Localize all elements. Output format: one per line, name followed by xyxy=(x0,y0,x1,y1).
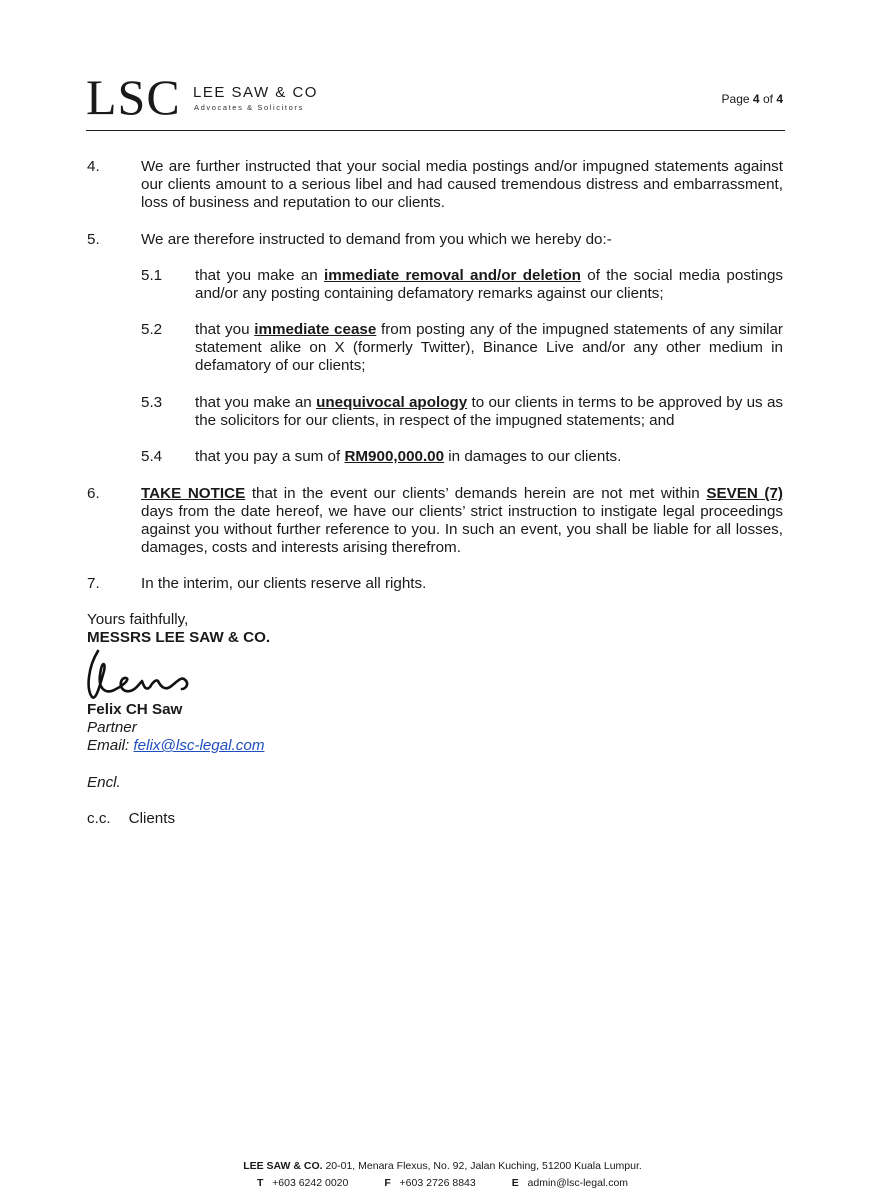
footer-phone: +603 6242 0020 xyxy=(272,1177,349,1189)
signature-image xyxy=(86,645,196,703)
paragraph-5 xyxy=(87,231,783,249)
paragraph-4 xyxy=(87,158,783,212)
clause-5-1 xyxy=(141,267,783,303)
paragraph-number: 4. xyxy=(87,158,100,175)
clause-text xyxy=(195,394,783,430)
footer-firm: LEE SAW & CO. xyxy=(243,1160,323,1172)
footer-contacts xyxy=(0,1177,885,1190)
footer-fax-label: F xyxy=(384,1177,391,1189)
clause-text-part: of the social media postings and/or any posting containing defamatory remarks against our clients; xyxy=(195,267,783,302)
page-of: of xyxy=(762,92,773,106)
paragraph-text-part: that in the event our clients’ demands herein are not met within xyxy=(245,485,707,502)
signer-name: Felix CH Saw xyxy=(87,701,183,718)
firm-logo: LSC xyxy=(86,69,181,125)
cc-value: Clients xyxy=(128,810,176,827)
footer-fax: +603 2726 8843 xyxy=(399,1177,476,1189)
paragraph-text: In the interim, our clients reserve all rights. xyxy=(141,575,427,592)
clause-text-part: to our clients in terms to be approved by us as the solicitors for our clients, in respect of the impugned statements; and xyxy=(195,394,783,429)
take-notice-emphasis: TAKE NOTICE xyxy=(141,485,246,502)
footer-address-text: 20-01, Menara Flexus, No. 92, Jalan Kuching, 51200 Kuala Lumpur. xyxy=(322,1160,642,1172)
paragraph-6 xyxy=(87,485,783,557)
clause-text-part: in damages to our clients. xyxy=(444,448,622,465)
clause-emphasis: unequivocal apology xyxy=(316,394,468,411)
enclosure-note: Encl. xyxy=(87,774,121,791)
clause-text xyxy=(195,267,783,303)
header-divider xyxy=(86,130,785,131)
clause-5-3 xyxy=(141,394,783,430)
clause-text-part: that you xyxy=(195,321,255,338)
closing-salutation: Yours faithfully, xyxy=(87,611,189,628)
paragraph-7 xyxy=(87,575,783,593)
cc-line xyxy=(87,810,175,828)
footer-address xyxy=(0,1160,885,1173)
page-current: 4 xyxy=(752,92,760,106)
firm-name: LEE SAW & CO xyxy=(193,84,318,101)
footer-email-label: E xyxy=(511,1177,519,1189)
clause-text xyxy=(195,448,783,466)
clause-emphasis: immediate cease xyxy=(254,321,377,338)
clause-text-part: that you make an xyxy=(195,394,317,411)
email-label: Email: xyxy=(87,737,134,754)
clause-number: 5.4 xyxy=(141,448,163,465)
clause-5-2 xyxy=(141,321,783,375)
page-total: 4 xyxy=(776,92,783,106)
firm-subtitle: Advocates & Solicitors xyxy=(194,103,304,112)
paragraph-number: 5. xyxy=(87,231,100,248)
paragraph-text: We are therefore instructed to demand from you which we hereby do:- xyxy=(141,231,612,248)
paragraph-number: 6. xyxy=(87,485,100,502)
footer-phone-label: T xyxy=(256,1177,264,1189)
clause-emphasis: immediate removal and/or deletion xyxy=(324,267,581,284)
email-link[interactable]: felix@lsc-legal.com xyxy=(133,737,265,754)
clause-emphasis: RM900,000.00 xyxy=(344,448,445,465)
cc-label: c.c. xyxy=(87,810,111,827)
closing-firm: MESSRS LEE SAW & CO. xyxy=(87,629,271,646)
deadline-emphasis: SEVEN (7) xyxy=(706,485,783,502)
page-prefix: Page xyxy=(721,92,750,106)
clause-5-4 xyxy=(141,448,783,466)
clause-text-part: that you make an xyxy=(195,267,325,284)
page-indicator xyxy=(722,93,783,105)
signer-email-line xyxy=(87,737,264,755)
paragraph-text-part: days from the date hereof, we have our clients’ strict instruction to instigate legal proceedings against you without further reference to you. In such an event, you shall be liable for all losses, damages, costs and interests arising therefrom. xyxy=(141,503,783,556)
clause-text-part: from posting any of the impugned statements of any similar statement alike on X (formerly Twitter), Binance Live and/or any other medium in defamatory of our clients; xyxy=(195,321,783,374)
clause-number: 5.2 xyxy=(141,321,163,338)
clause-text-part: that you pay a sum of xyxy=(195,448,345,465)
paragraph-text: We are further instructed that your social media postings and/or impugned statements against our clients amount to a serious libel and had caused tremendous distress and embarrassment, loss of business and reputation to our clients. xyxy=(141,158,783,211)
signer-title: Partner xyxy=(87,719,137,736)
clause-number: 5.3 xyxy=(141,394,163,411)
footer-email[interactable]: admin@lsc-legal.com xyxy=(527,1177,629,1189)
clause-text xyxy=(195,321,783,375)
paragraph-number: 7. xyxy=(87,575,100,592)
clause-number: 5.1 xyxy=(141,267,163,284)
paragraph-text xyxy=(141,485,783,557)
